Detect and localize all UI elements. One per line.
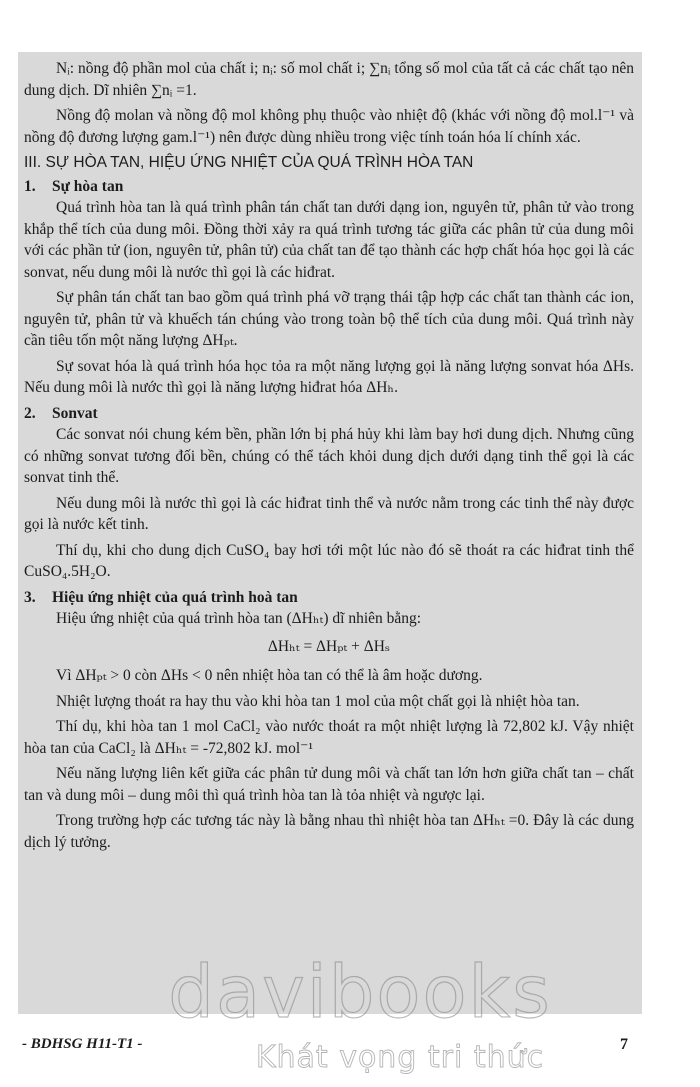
paragraph-8: Thí dụ, khi cho dung dịch CuSO₄ bay hơi tới một lúc nào đó sẽ thoát ra các hiđrat tinh thể CuSO₄.5H₂O. [24,541,634,580]
paragraph-5: Sự sovat hóa là quá trình hóa học tỏa ra một năng lượng gọi là năng lượng sonvat hóa ΔHs. Nếu dung môi là nước thì gọi là năng lượng hiđrat hóa ΔHₕ. [24,357,634,396]
paragraph-10: Vì ΔHₚₜ > 0 còn ΔHs < 0 nên nhiệt hòa tan có thể là âm hoặc dương. [56,667,483,684]
watermark-logo: davibooks [168,950,552,1034]
paragraph-12: Thí dụ, khi hòa tan 1 mol CaCl₂ vào nước thoát ra một nhiệt lượng là 72,802 kJ. Vậy nhiệt hòa tan của CaCl₂ là ΔHₕₜ = -72,802 kJ. mol⁻¹ [24,718,634,757]
section-heading: III. SỰ HÒA TAN, HIỆU ỨNG NHIỆT CỦA QUÁ TRÌNH HÒA TAN [24,154,474,171]
paragraph-6: Các sonvat nói chung kém bền, phần lớn bị phá hủy khi làm bay hơi dung dịch. Nhưng cũng có những sonvat tương đối bền, chúng có thể tách khỏi dung dịch dưới dạng tinh thể gọi là các sonvat tinh thể. [24,426,634,486]
subheading-3 [24,587,634,609]
subheading-2-title: Sonvat [52,404,98,422]
document-body [24,58,634,857]
subheading-1 [24,176,634,198]
subheading-3-title: Hiệu ứng nhiệt của quá trình hoà tan [52,588,298,606]
paragraph-3: Quá trình hòa tan là quá trình phân tán chất tan dưới dạng ion, nguyên tử, phân tử vào trong khắp thể tích của dung môi. Đồng thời xảy ra quá trình tương tác giữa các phân tử của dung môi với các phần tử (ion, nguyên tử, phân tử) của chất tan để tạo thành các hợp chất hóa học gọi là các sonvat, nếu dung môi là nước thì gọi là các hiđrat. [24,199,634,281]
paragraph-14: Trong trường hợp các tương tác này là bằng nhau thì nhiệt hòa tan ΔHₕₜ =0. Đây là các dung dịch lý tưởng. [24,812,634,851]
paragraph-4: Sự phân tán chất tan bao gồm quá trình phá vỡ trạng thái tập hợp các chất tan thành các ion, nguyên tử, phân tử và khuếch tán chúng vào trong toàn bộ thể tích của dung môi. Quá trình này cần tiêu tốn một năng lượng ΔHₚₜ. [24,289,634,349]
subheading-1-title: Sự hòa tan [52,177,124,195]
paragraph-2: Nồng độ molan và nồng độ mol không phụ thuộc vào nhiệt độ (khác với nồng độ mol.l⁻¹ và nồng độ đương lượng gam.l⁻¹) nên được dùng nhiều trong việc tính toán hóa lí chính xác. [24,107,634,146]
paragraph-1: Nᵢ: nồng độ phần mol của chất i; nᵢ: số mol chất i; ∑nᵢ tổng số mol của tất cả các chất tạo nên dung dịch. Dĩ nhiên ∑nᵢ =1. [24,60,634,99]
paragraph-11: Nhiệt lượng thoát ra hay thu vào khi hòa tan 1 mol của một chất gọi là nhiệt hòa tan. [56,692,580,710]
subheading-1-number: 1. [24,177,36,195]
paragraph-9: Hiệu ứng nhiệt của quá trình hòa tan (ΔHₕₜ) dĩ nhiên bằng: [56,610,422,627]
paragraph-13: Nếu năng lượng liên kết giữa các phân tử dung môi và chất tan lớn hơn giữa chất tan – chất tan và dung môi – dung môi thì quá trình hòa tan là tỏa nhiệt và ngược lại. [24,765,634,804]
subheading-3-number: 3. [24,588,36,606]
page-number: 7 [620,1036,628,1053]
footer-book-code: - BDHSG H11-T1 - [22,1036,143,1052]
watermark-tagline: Khát vọng tri thức [255,1040,545,1075]
formula: ΔHₕₜ = ΔHₚₜ + ΔHₛ [267,637,391,655]
paragraph-7: Nếu dung môi là nước thì gọi là các hiđrat tinh thể và nước nằm trong các tinh thể này được gọi là nước kết tinh. [24,494,634,533]
subheading-2-number: 2. [24,404,36,422]
subheading-2 [24,403,634,425]
